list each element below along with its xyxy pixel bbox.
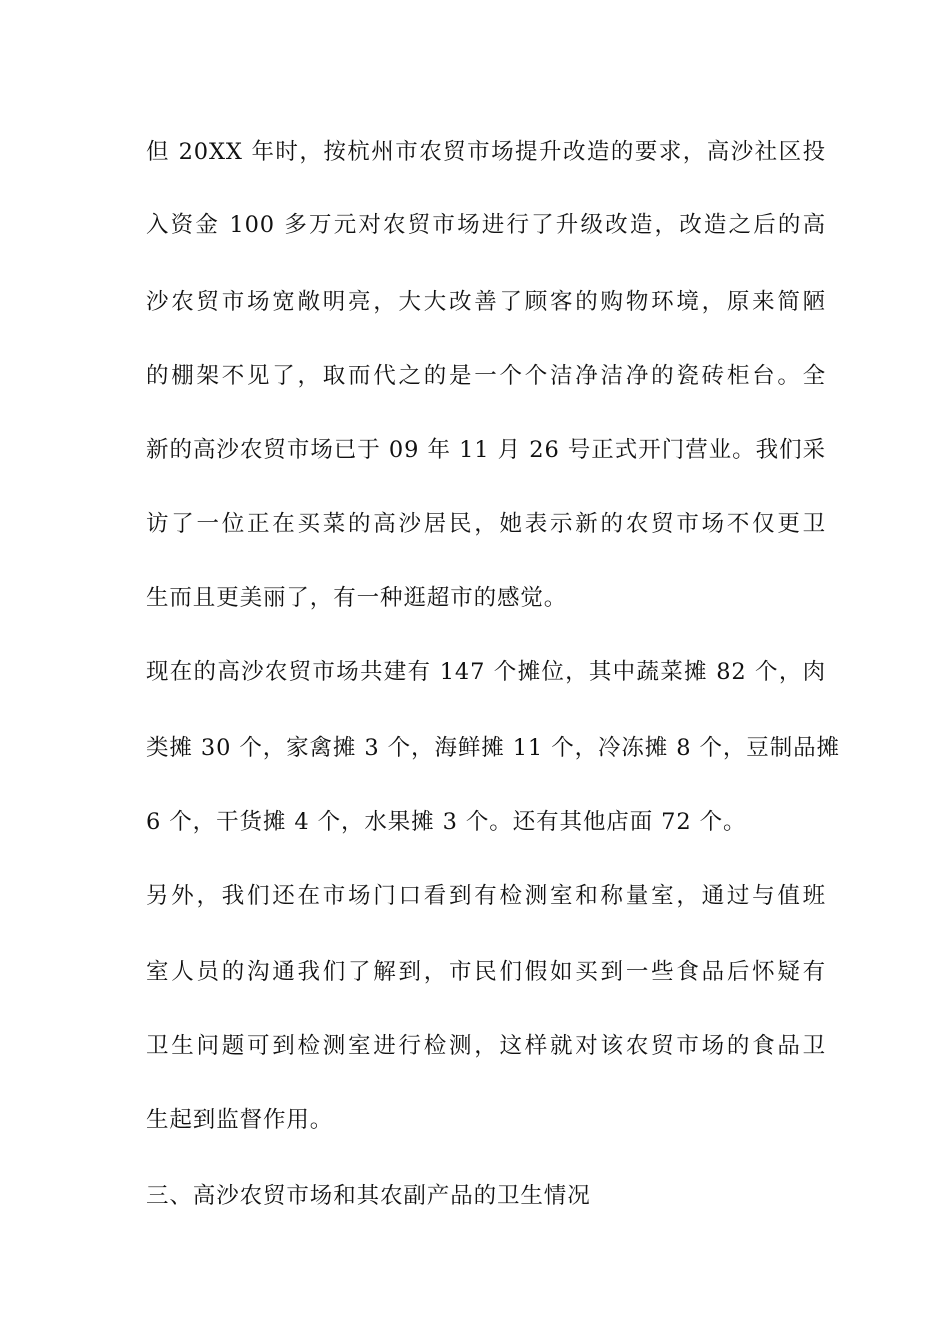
- paragraph-1-line-5: 新的高沙农贸市场已于 09 年 11 月 26 号正式开门营业。我们采: [146, 437, 826, 463]
- paragraph-1-line-3: 沙农贸市场宽敞明亮，大大改善了顾客的购物环境，原来简陋: [146, 289, 826, 315]
- paragraph-3-line-3: 卫生问题可到检测室进行检测，这样就对该农贸市场的食品卫: [146, 1033, 826, 1059]
- paragraph-2-line-3: 6 个，干货摊 4 个，水果摊 3 个。还有其他店面 72 个。: [146, 809, 747, 835]
- section-heading: 三、高沙农贸市场和其农副产品的卫生情况: [146, 1183, 591, 1209]
- paragraph-1-line-1: 但 20XX 年时，按杭州市农贸市场提升改造的要求，高沙社区投: [146, 139, 826, 165]
- paragraph-1-line-7: 生而且更美丽了，有一种逛超市的感觉。: [146, 585, 568, 611]
- paragraph-3-line-2: 室人员的沟通我们了解到，市民们假如买到一些食品后怀疑有: [146, 959, 826, 985]
- paragraph-2-line-1: 现在的高沙农贸市场共建有 147 个摊位，其中蔬菜摊 82 个，肉: [146, 659, 826, 685]
- paragraph-1-line-6: 访了一位正在买菜的高沙居民，她表示新的农贸市场不仅更卫: [146, 511, 826, 537]
- paragraph-1-line-2: 入资金 100 多万元对农贸市场进行了升级改造，改造之后的高: [146, 212, 826, 238]
- paragraph-1-line-4: 的棚架不见了，取而代之的是一个个洁净洁净的瓷砖柜台。全: [146, 363, 826, 389]
- paragraph-3-line-4: 生起到监督作用。: [146, 1107, 334, 1133]
- paragraph-3-line-1: 另外，我们还在市场门口看到有检测室和称量室，通过与值班: [146, 883, 826, 909]
- paragraph-2-line-2: 类摊 30 个，家禽摊 3 个，海鲜摊 11 个，冷冻摊 8 个，豆制品摊: [146, 735, 840, 761]
